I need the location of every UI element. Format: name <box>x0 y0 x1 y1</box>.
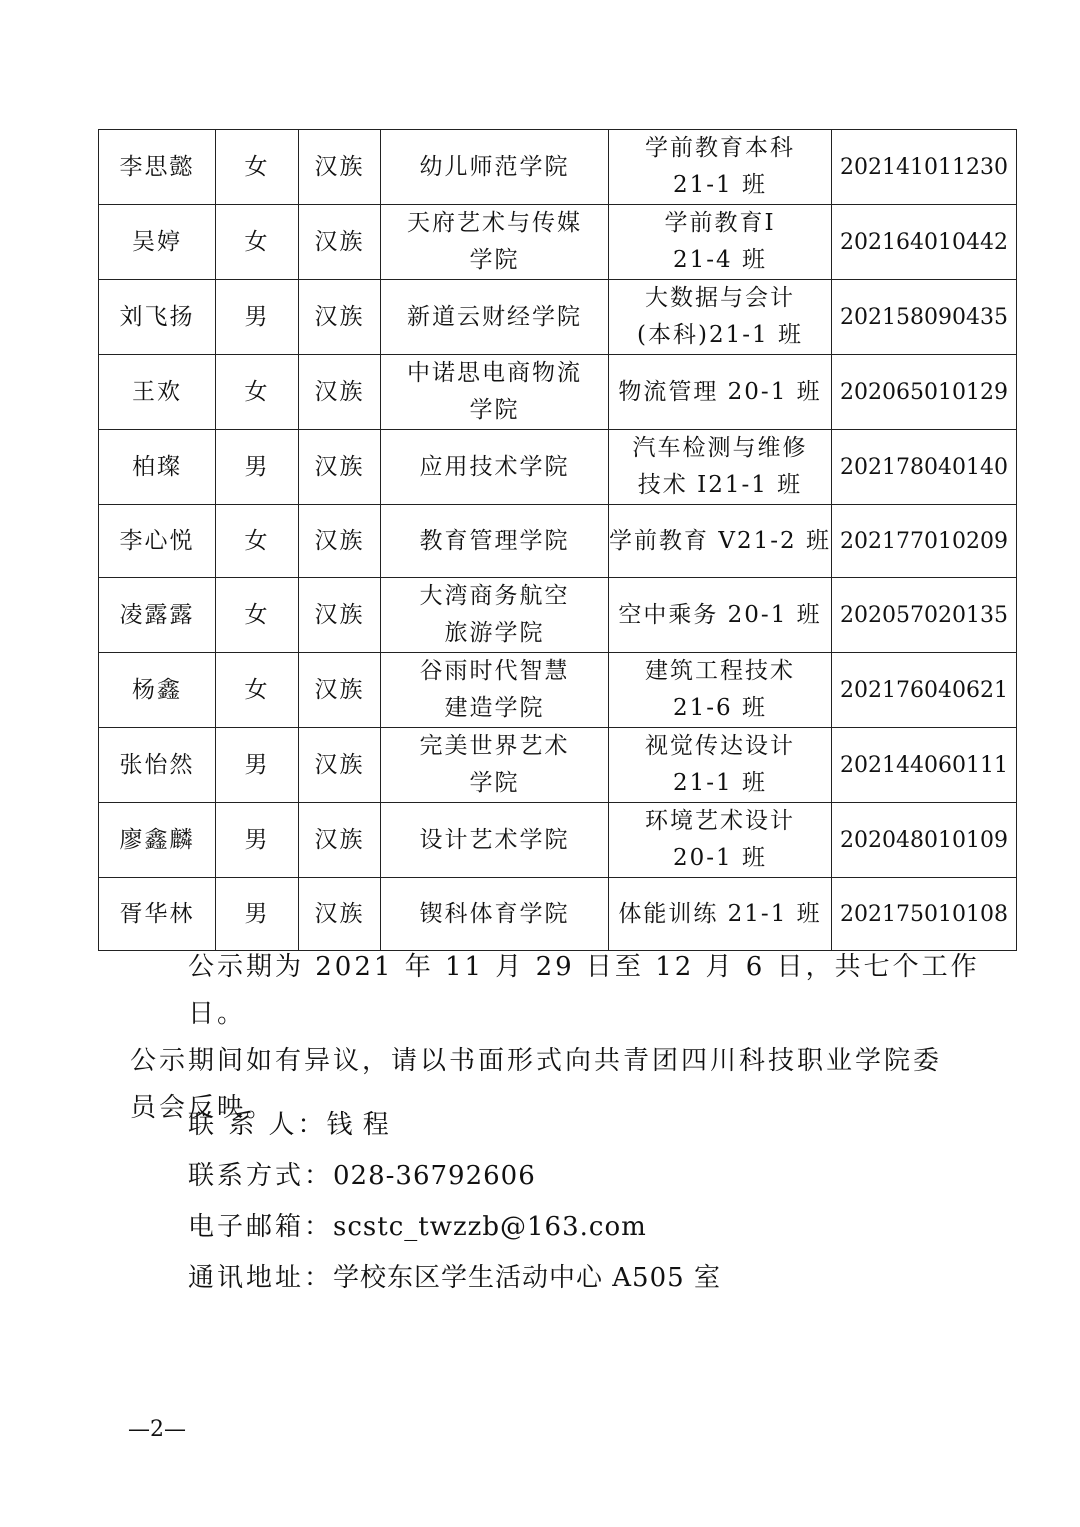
cell-name: 凌露露 <box>99 578 216 653</box>
cell-class-line: 汽车检测与维修 <box>632 435 808 461</box>
cell-id: 202144060111 <box>832 728 1017 803</box>
cell-class <box>609 878 832 951</box>
cell-name: 柏璨 <box>99 430 216 505</box>
cell-class <box>609 205 832 280</box>
cell-class <box>609 505 832 578</box>
notice-line: 公示期为 2021 年 11 月 29 日至 12 月 6 日，共七个工作日。 <box>188 952 980 1029</box>
cell-id: 202175010108 <box>832 878 1017 951</box>
cell-class-line: 物流管理 20-1 班 <box>618 378 822 405</box>
cell-class-line: 21-4 班 <box>673 247 767 273</box>
contact-person-value: 钱 程 <box>326 1110 390 1140</box>
cell-name: 李思懿 <box>99 130 216 205</box>
cell-gender: 男 <box>216 430 299 505</box>
contact-email-label: 电子邮箱： <box>188 1212 334 1242</box>
cell-id: 202057020135 <box>832 578 1017 653</box>
cell-ethnicity: 汉族 <box>299 355 381 430</box>
table-row <box>99 280 1017 355</box>
table-row <box>99 803 1017 878</box>
cell-college <box>381 280 609 355</box>
cell-gender: 女 <box>216 578 299 653</box>
cell-gender: 女 <box>216 130 299 205</box>
cell-class <box>609 355 832 430</box>
cell-class-line: 环境艺术设计 <box>645 808 795 834</box>
cell-name: 张怡然 <box>99 728 216 803</box>
cell-class-line: 建筑工程技术 <box>645 658 795 684</box>
cell-ethnicity: 汉族 <box>299 578 381 653</box>
cell-ethnicity: 汉族 <box>299 205 381 280</box>
contact-address <box>188 1257 721 1294</box>
cell-class-line: 体能训练 21-1 班 <box>618 900 822 927</box>
cell-class-line: 学前教育 V21-2 班 <box>609 527 831 554</box>
roster-body <box>99 130 1017 951</box>
student-roster-table <box>98 129 1017 951</box>
cell-name: 刘飞扬 <box>99 280 216 355</box>
cell-gender: 男 <box>216 728 299 803</box>
cell-id: 202176040621 <box>832 653 1017 728</box>
cell-class <box>609 578 832 653</box>
cell-name: 李心悦 <box>99 505 216 578</box>
cell-class <box>609 130 832 205</box>
cell-class-line: 学前教育本科 <box>645 135 795 161</box>
cell-college-line: 设计艺术学院 <box>419 826 570 853</box>
cell-college-line: 天府艺术与传媒 <box>407 210 582 236</box>
notice-line: 公示期间如有异议，请以书面形式向共青团四川科技职业学院委 <box>130 1046 943 1076</box>
cell-ethnicity: 汉族 <box>299 505 381 578</box>
contact-email <box>188 1206 647 1243</box>
contact-person <box>188 1104 390 1141</box>
cell-college-line: 锲科体育学院 <box>419 900 570 927</box>
cell-ethnicity: 汉族 <box>299 653 381 728</box>
cell-ethnicity: 汉族 <box>299 728 381 803</box>
cell-ethnicity: 汉族 <box>299 130 381 205</box>
cell-class-line: 21-1 班 <box>673 770 767 796</box>
page-number: —2— <box>128 1417 186 1442</box>
table-row <box>99 430 1017 505</box>
cell-class-line: 视觉传达设计 <box>645 733 795 759</box>
cell-id: 202177010209 <box>832 505 1017 578</box>
table-row <box>99 728 1017 803</box>
cell-college <box>381 355 609 430</box>
table-row <box>99 505 1017 578</box>
table-row <box>99 653 1017 728</box>
cell-class <box>609 728 832 803</box>
cell-college-line: 学院 <box>469 247 520 273</box>
contact-phone-value: 028-36792606 <box>333 1161 536 1191</box>
cell-college-line: 大湾商务航空 <box>419 583 570 609</box>
cell-class-line: 21-1 班 <box>673 172 767 198</box>
cell-college-line: 建造学院 <box>444 695 545 721</box>
cell-college <box>381 653 609 728</box>
cell-class <box>609 803 832 878</box>
cell-class-line: 空中乘务 20-1 班 <box>618 601 822 628</box>
cell-class-line: 21-6 班 <box>673 695 767 721</box>
cell-college-line: 新道云财经学院 <box>407 303 582 330</box>
cell-college-line: 学院 <box>469 397 520 423</box>
contact-address-value: 学校东区学生活动中心 A505 室 <box>333 1263 721 1293</box>
cell-college <box>381 205 609 280</box>
cell-ethnicity: 汉族 <box>299 878 381 951</box>
cell-college-line: 中诺思电商物流 <box>407 360 582 386</box>
cell-class <box>609 280 832 355</box>
cell-name: 吴婷 <box>99 205 216 280</box>
cell-name: 杨鑫 <box>99 653 216 728</box>
cell-id: 202048010109 <box>832 803 1017 878</box>
cell-class-line: 大数据与会计 <box>645 285 795 311</box>
table-row <box>99 355 1017 430</box>
cell-college <box>381 728 609 803</box>
cell-gender: 女 <box>216 205 299 280</box>
cell-class-line: (本科)21-1 班 <box>637 322 803 348</box>
cell-college-line: 幼儿师范学院 <box>419 153 570 180</box>
cell-id: 202141011230 <box>832 130 1017 205</box>
cell-gender: 男 <box>216 280 299 355</box>
contact-email-value: scstc_twzzb@163.com <box>333 1212 647 1242</box>
cell-id: 202164010442 <box>832 205 1017 280</box>
cell-college-line: 学院 <box>469 770 520 796</box>
cell-class-line: 技术 I21-1 班 <box>637 472 803 498</box>
cell-college-line: 谷雨时代智慧 <box>419 658 570 684</box>
cell-gender: 男 <box>216 803 299 878</box>
cell-college-line: 完美世界艺术 <box>419 733 570 759</box>
cell-ethnicity: 汉族 <box>299 803 381 878</box>
cell-name: 廖鑫麟 <box>99 803 216 878</box>
cell-college <box>381 803 609 878</box>
cell-college-line: 教育管理学院 <box>419 527 570 554</box>
cell-college <box>381 130 609 205</box>
table-row <box>99 130 1017 205</box>
cell-college <box>381 578 609 653</box>
contact-address-label: 通讯地址： <box>188 1263 334 1293</box>
cell-ethnicity: 汉族 <box>299 430 381 505</box>
notice-line: 员会反映。 <box>130 1093 276 1123</box>
contact-phone-label: 联系方式： <box>188 1161 334 1191</box>
cell-name: 王欢 <box>99 355 216 430</box>
contact-person-label: 联 系 人： <box>188 1110 327 1140</box>
cell-college-line: 应用技术学院 <box>419 453 570 480</box>
table-row <box>99 878 1017 951</box>
cell-class-line: 20-1 班 <box>673 845 767 871</box>
table-row <box>99 578 1017 653</box>
cell-ethnicity: 汉族 <box>299 280 381 355</box>
cell-gender: 女 <box>216 355 299 430</box>
cell-id: 202065010129 <box>832 355 1017 430</box>
cell-class-line: 学前教育Ⅰ <box>664 210 776 236</box>
cell-college <box>381 505 609 578</box>
contact-phone <box>188 1155 536 1192</box>
cell-gender: 女 <box>216 505 299 578</box>
cell-college <box>381 878 609 951</box>
cell-college <box>381 430 609 505</box>
cell-class <box>609 653 832 728</box>
cell-class <box>609 430 832 505</box>
cell-name: 胥华林 <box>99 878 216 951</box>
table-row <box>99 205 1017 280</box>
cell-id: 202158090435 <box>832 280 1017 355</box>
cell-gender: 男 <box>216 878 299 951</box>
cell-gender: 女 <box>216 653 299 728</box>
cell-id: 202178040140 <box>832 430 1017 505</box>
cell-college-line: 旅游学院 <box>444 620 545 646</box>
